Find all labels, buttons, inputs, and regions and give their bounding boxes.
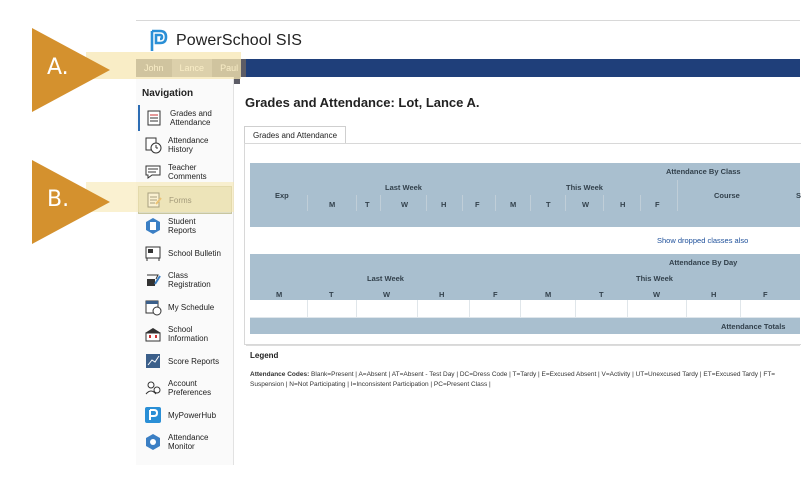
attendance-by-day-title: Attendance By Day bbox=[669, 258, 738, 267]
day-header: M bbox=[329, 200, 336, 209]
day-header: W bbox=[653, 290, 661, 299]
col-s: S bbox=[796, 191, 801, 200]
sidebar-item-label: Class Registration bbox=[168, 271, 211, 289]
sidebar-item-school-bulletin[interactable] bbox=[138, 240, 230, 266]
by-day-this-week: This Week bbox=[636, 274, 673, 283]
sidebar-item-label: My Schedule bbox=[168, 302, 215, 312]
page-title: Grades and Attendance: Lot, Lance A. bbox=[245, 95, 480, 110]
account-icon bbox=[144, 379, 162, 397]
callout-b-letter: B. bbox=[47, 187, 70, 212]
codes-line1: Blank=Present | A=Absent | AT=Absent - Test Day | DC=Dress Code | T=Tardy | E=Excused Absent | V=Activity | UT=Unexcused Tardy | ET=Excused Tardy | FT= bbox=[311, 371, 776, 378]
sidebar-item-label: Attendance History bbox=[168, 136, 209, 154]
sidebar-item-grades-and-attendance[interactable] bbox=[138, 105, 232, 131]
attendance-totals-header bbox=[250, 318, 800, 334]
sidebar-item-label: School Information bbox=[168, 325, 209, 343]
legend-title: Legend bbox=[250, 351, 279, 360]
show-dropped-classes-link[interactable]: Show dropped classes also bbox=[657, 236, 749, 245]
school-icon bbox=[144, 325, 162, 343]
callout-a-arrow bbox=[32, 28, 112, 112]
bulletin-icon bbox=[144, 244, 162, 262]
codes-label: Attendance Codes: bbox=[250, 371, 310, 378]
day-header: F bbox=[475, 200, 480, 209]
day-header: T bbox=[365, 200, 370, 209]
reports-icon bbox=[144, 217, 162, 235]
attendance-history-icon bbox=[144, 136, 162, 154]
tab-grades-and-attendance[interactable]: Grades and Attendance bbox=[244, 126, 346, 144]
top-nav-bar bbox=[238, 59, 800, 77]
col-this-week: This Week bbox=[566, 183, 603, 192]
sidebar-item-label: MyPowerHub bbox=[168, 410, 217, 420]
sidebar-item-label: Grades and Attendance bbox=[170, 109, 212, 127]
col-exp: Exp bbox=[275, 191, 289, 200]
day-header: T bbox=[599, 290, 604, 299]
day-header: F bbox=[763, 290, 768, 299]
navigation-title: Navigation bbox=[142, 88, 194, 99]
attendance-by-day-row bbox=[250, 300, 800, 318]
sidebar-item-attendance-history[interactable] bbox=[138, 132, 230, 158]
sidebar-item-student-reports[interactable] bbox=[138, 213, 230, 239]
sidebar-item-label: Student Reports bbox=[168, 217, 197, 235]
day-header: W bbox=[401, 200, 409, 209]
day-header: M bbox=[510, 200, 517, 209]
day-header: W bbox=[582, 200, 590, 209]
day-header: F bbox=[655, 200, 660, 209]
attendance-by-class-title: Attendance By Class bbox=[666, 167, 741, 176]
score-icon bbox=[144, 352, 162, 370]
sidebar-item-score-reports[interactable] bbox=[138, 348, 230, 374]
sidebar-item-class-registration[interactable] bbox=[138, 267, 230, 293]
callout-a-letter: A. bbox=[47, 55, 69, 80]
day-header: H bbox=[711, 290, 717, 299]
day-header: T bbox=[546, 200, 551, 209]
col-course: Course bbox=[714, 191, 740, 200]
codes-line2: Suspension | N=Not Participating | I=Inconsistent Participation | PC=Present Class | bbox=[250, 381, 491, 388]
day-header: M bbox=[276, 290, 283, 299]
day-header: H bbox=[441, 200, 447, 209]
day-header: W bbox=[383, 290, 391, 299]
top-border bbox=[136, 20, 800, 21]
sidebar-item-school-information[interactable] bbox=[138, 321, 230, 347]
day-header: M bbox=[545, 290, 552, 299]
powerhub-icon bbox=[144, 406, 162, 424]
app-title: PowerSchool SIS bbox=[176, 32, 303, 49]
day-header: F bbox=[493, 290, 498, 299]
powerschool-logo-icon bbox=[148, 28, 170, 54]
sidebar-item-label: School Bulletin bbox=[168, 248, 221, 258]
callout-b-arrow bbox=[32, 160, 112, 244]
sidebar-item-attendance-monitor[interactable] bbox=[138, 429, 230, 455]
sidebar-item-label: Teacher Comments bbox=[168, 163, 207, 181]
schedule-icon bbox=[144, 298, 162, 316]
attendance-totals-title: Attendance Totals bbox=[721, 322, 786, 331]
day-header: H bbox=[620, 200, 626, 209]
app-logo[interactable] bbox=[148, 28, 302, 54]
comments-icon bbox=[144, 163, 162, 181]
day-header: T bbox=[329, 290, 334, 299]
sidebar-item-my-schedule[interactable] bbox=[138, 294, 230, 320]
col-last-week: Last Week bbox=[385, 183, 422, 192]
sidebar-item-label: Attendance Monitor bbox=[168, 433, 209, 451]
section-divider bbox=[246, 345, 800, 346]
by-day-last-week: Last Week bbox=[367, 274, 404, 283]
sidebar-item-account-preferences[interactable] bbox=[138, 375, 230, 401]
attendance-codes bbox=[250, 370, 800, 390]
sidebar-item-label: Score Reports bbox=[168, 356, 220, 366]
grades-icon bbox=[146, 109, 164, 127]
registration-icon bbox=[144, 271, 162, 289]
sidebar-item-label: Account Preferences bbox=[168, 379, 212, 397]
day-header: H bbox=[439, 290, 445, 299]
sidebar-item-mypowerhub[interactable] bbox=[138, 402, 230, 428]
monitor-icon bbox=[144, 433, 162, 451]
